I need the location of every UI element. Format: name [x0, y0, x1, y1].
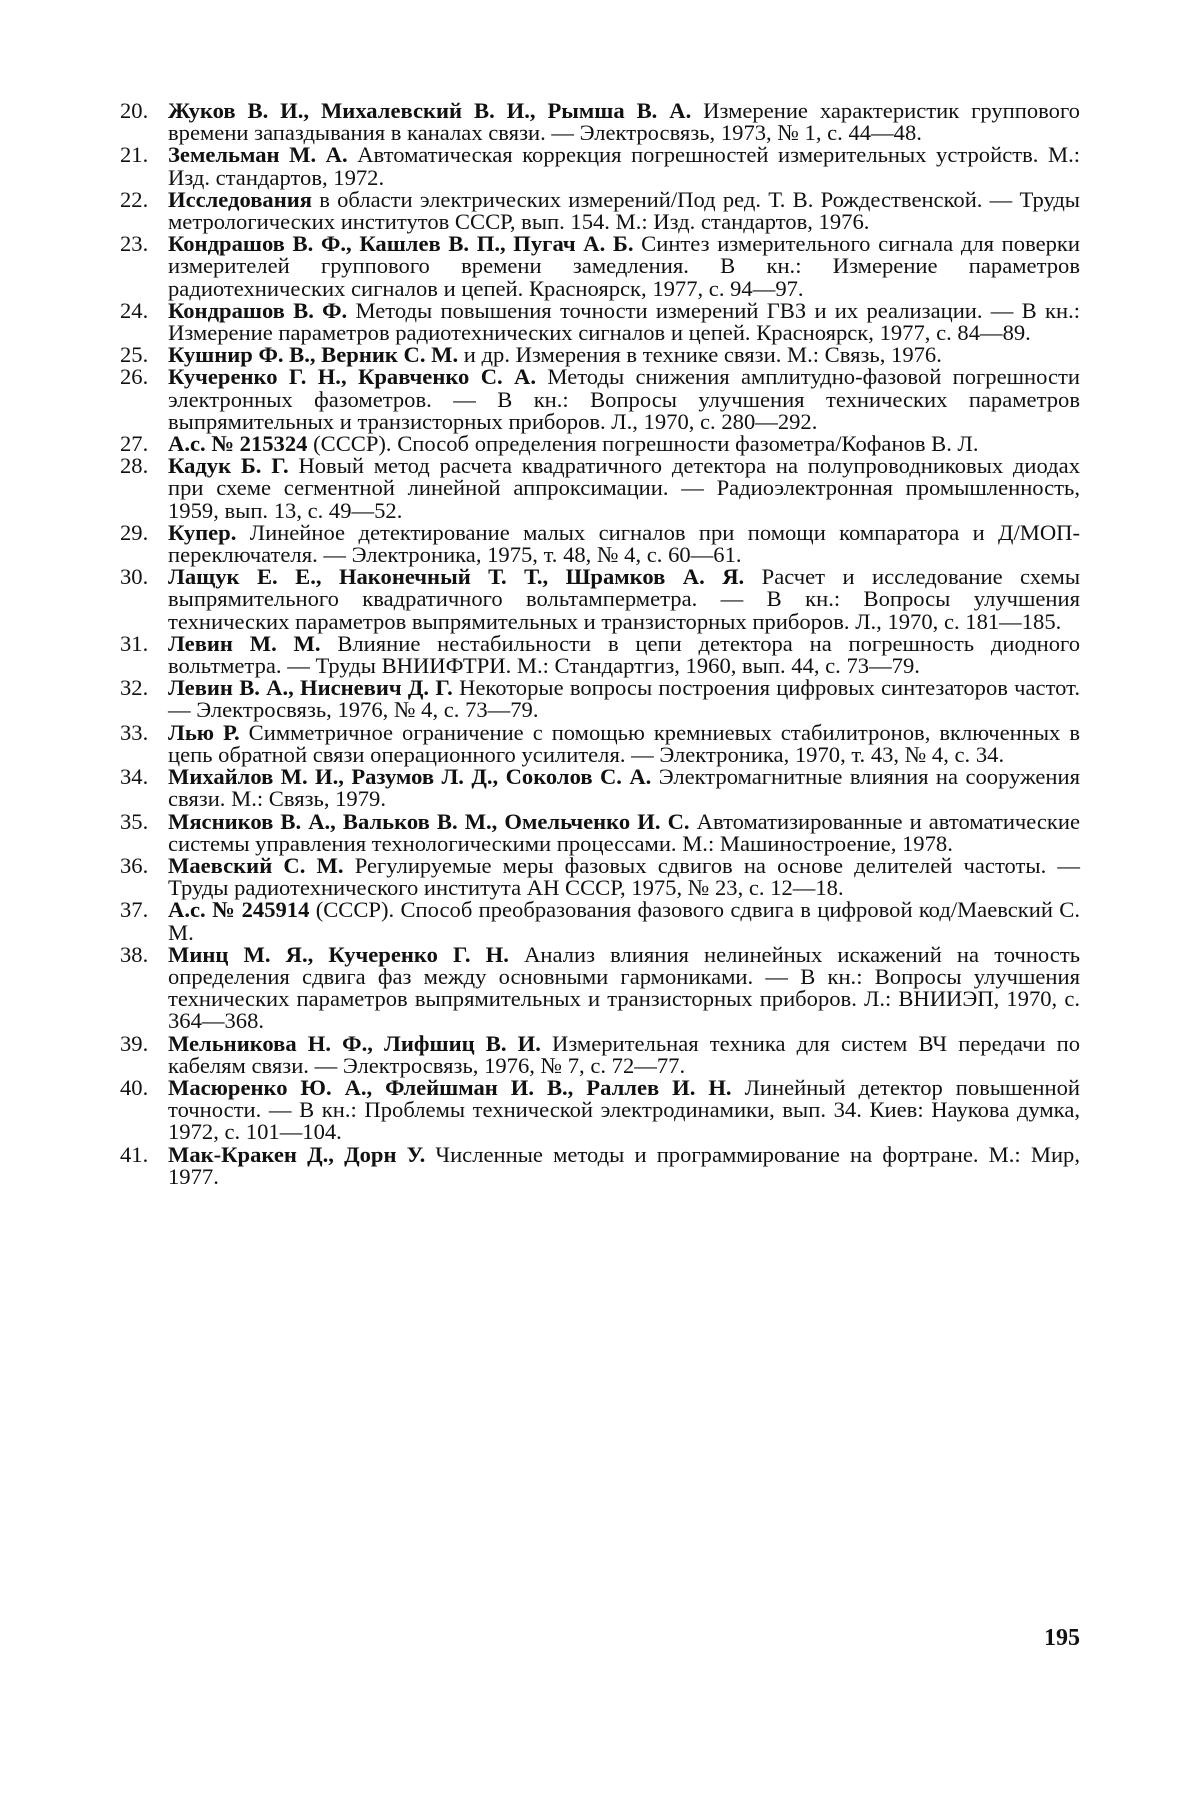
reference-authors: Жуков В. И., Михалевский В. И., Рымша В. А. [168, 98, 691, 123]
reference-text: Некоторые вопросы построения цифровых синтезаторов частот. — Электросвязь, 1976, № 4, с. 73—79. [168, 675, 1080, 722]
reference-entry [120, 1144, 1080, 1188]
reference-authors: Масюренко Ю. А., Флейшман И. В., Раллев И. Н. [168, 1075, 732, 1100]
reference-text: Электромагнитные влияния на сооружения связи. М.: Связь, 1979. [168, 764, 1080, 811]
reference-entry [120, 144, 1080, 188]
reference-number: 28. [120, 455, 148, 477]
reference-entry [120, 722, 1080, 766]
reference-number: 40. [120, 1077, 148, 1099]
reference-authors: Лью Р. [168, 720, 240, 745]
reference-number: 25. [120, 344, 148, 366]
reference-entry [120, 433, 1080, 455]
reference-number: 38. [120, 944, 148, 966]
reference-text: Автоматизированные и автоматические системы управления технологическими процессами. М.: Машиностроение, 1978. [168, 809, 1080, 856]
reference-entry [120, 899, 1080, 943]
reference-number: 31. [120, 633, 148, 655]
reference-authors: Минц М. Я., Кучеренко Г. Н. [168, 942, 509, 967]
reference-text: Синтез измерительного сигнала для поверки измерителей группового времени замедления. В кн.: Измерение параметров радиотехнических сигналов и цепей. Красноярск, 1977, с. 94—97. [168, 231, 1080, 300]
reference-authors: А.с. № 245914 [168, 897, 309, 922]
reference-authors: Кушнир Ф. В., Верник С. М. [168, 342, 458, 367]
reference-number: 22. [120, 189, 148, 211]
reference-entry [120, 100, 1080, 144]
reference-number: 33. [120, 722, 148, 744]
reference-list [120, 100, 1080, 1700]
reference-authors: Земельман М. А. [168, 142, 348, 167]
reference-entry [120, 522, 1080, 566]
reference-number: 32. [120, 677, 148, 699]
reference-text: Анализ влияния нелинейных искажений на точность определения сдвига фаз между основными гармониками. — В кн.: Вопросы улучшения технических параметров выпрямительных и транзисторных приборов. Л.: ВНИИЭП, 1970, с. 364—368. [168, 942, 1080, 1034]
reference-authors: Кондрашов В. Ф. [168, 298, 347, 323]
reference-number: 39. [120, 1033, 148, 1055]
reference-entry [120, 566, 1080, 633]
reference-text: Расчет и исследование схемы выпрямительного квадратичного вольтамперметра. — В кн.: Вопросы улучшения технических параметров выпрямительных и транзисторных приборов. Л., 1970, с. 181—185. [168, 564, 1080, 633]
reference-text: Регулируемые меры фазовых сдвигов на основе делителей частоты. — Труды радиотехнического института АН СССР, 1975, № 23, с. 12—18. [168, 853, 1080, 900]
reference-text: Численные методы и программирование на фортране. М.: Мир, 1977. [168, 1142, 1080, 1189]
reference-number: 30. [120, 566, 148, 588]
reference-number: 23. [120, 233, 148, 255]
reference-text: Методы повышения точности измерений ГВЗ и их реализации. — В кн.: Измерение параметров радиотехнических сигналов и цепей. Красноярск, 1977, с. 84—89. [168, 298, 1080, 345]
reference-entry [120, 1033, 1080, 1077]
reference-authors: Михайлов М. И., Разумов Л. Д., Соколов С. А. [168, 764, 651, 789]
page-number: 195 [1044, 1625, 1080, 1652]
reference-authors: Кучеренко Г. Н., Кравченко С. А. [168, 364, 536, 389]
reference-authors: Лащук Е. Е., Наконечный Т. Т., Шрамков А. Я. [168, 564, 744, 589]
reference-text: Линейное детектирование малых сигналов при помощи компаратора и Д/МОП-переключателя. — Электроника, 1975, т. 48, № 4, с. 60—61. [168, 520, 1080, 567]
reference-entry [120, 766, 1080, 810]
reference-authors: Левин В. А., Нисневич Д. Г. [168, 675, 453, 700]
reference-entry [120, 344, 1080, 366]
reference-number: 20. [120, 100, 148, 122]
reference-text: в области электрических измерений/Под ред. Т. В. Рождественской. — Труды метрологических институтов СССР, вып. 154. М.: Изд. стандартов, 1976. [168, 187, 1080, 234]
reference-text: Измерение характеристик группового времени запаздывания в каналах связи. — Электросвязь, 1973, № 1, с. 44—48. [168, 98, 1080, 145]
reference-number: 24. [120, 300, 148, 322]
reference-entry [120, 233, 1080, 300]
reference-number: 27. [120, 433, 148, 455]
reference-number: 34. [120, 766, 148, 788]
reference-authors: Мясников В. А., Вальков В. М., Омельченко И. С. [168, 809, 690, 834]
reference-number: 35. [120, 811, 148, 833]
reference-entry [120, 1077, 1080, 1144]
reference-number: 21. [120, 144, 148, 166]
reference-entry [120, 366, 1080, 433]
reference-authors: А.с. № 215324 [168, 431, 307, 456]
reference-entry [120, 633, 1080, 677]
reference-entry [120, 189, 1080, 233]
reference-authors: Левин М. М. [168, 631, 321, 656]
reference-authors: Мельникова Н. Ф., Лифшиц В. И. [168, 1031, 541, 1056]
reference-authors: Маевский С. М. [168, 853, 344, 878]
reference-number: 29. [120, 522, 148, 544]
reference-text: (СССР). Способ определения погрешности фазометра/Кофанов В. Л. [313, 431, 978, 456]
reference-entry [120, 677, 1080, 721]
reference-text: Методы снижения амплитудно-фазовой погрешности электронных фазометров. — В кн.: Вопросы улучшения технических параметров выпрямительных и транзисторных приборов. Л., 1970, с. 280—292. [168, 364, 1080, 433]
reference-text: (СССР). Способ преобразования фазового сдвига в цифровой код/Маевский С. М. [168, 897, 1080, 944]
reference-text: Линейный детектор повышенной точности. — В кн.: Проблемы технической электродинамики, вып. 34. Киев: Наукова думка, 1972, с. 101—104. [168, 1075, 1080, 1144]
reference-authors: Кадук Б. Г. [168, 453, 289, 478]
reference-entry [120, 300, 1080, 344]
reference-entry [120, 455, 1080, 522]
reference-text: Автоматическая коррекция погрешностей измерительных устройств. М.: Изд. стандартов, 1972. [168, 142, 1080, 189]
reference-authors: Купер. [168, 520, 236, 545]
reference-authors: Мак-Кракен Д., Дорн У. [168, 1142, 425, 1167]
reference-authors: Исследования [168, 187, 312, 212]
reference-entry [120, 811, 1080, 855]
reference-number: 37. [120, 899, 148, 921]
reference-text: Симметричное ограничение с помощью кремниевых стабилитронов, включенных в цепь обратной связи операционного усилителя. — Электроника, 1970, т. 43, № 4, с. 34. [168, 720, 1080, 767]
reference-text: Новый метод расчета квадратичного детектора на полупроводниковых диодах при схеме сегментной линейной аппроксимации. — Радиоэлектронная промышленность, 1959, вып. 13, с. 49—52. [168, 453, 1080, 522]
reference-number: 36. [120, 855, 148, 877]
reference-entry [120, 944, 1080, 1033]
reference-text: и др. Измерения в технике связи. М.: Связь, 1976. [464, 342, 942, 367]
reference-number: 26. [120, 366, 148, 388]
reference-text: Влияние нестабильности в цепи детектора на погрешность диодного вольтметра. — Труды ВНИИФТРИ. М.: Стандартгиз, 1960, вып. 44, с. 73—79. [168, 631, 1080, 678]
reference-authors: Кондрашов В. Ф., Кашлев В. П., Пугач А. Б. [168, 231, 633, 256]
reference-number: 41. [120, 1144, 148, 1166]
reference-text: Измерительная техника для систем ВЧ передачи по кабелям связи. — Электросвязь, 1976, № 7, с. 72—77. [168, 1031, 1080, 1078]
reference-entry [120, 855, 1080, 899]
